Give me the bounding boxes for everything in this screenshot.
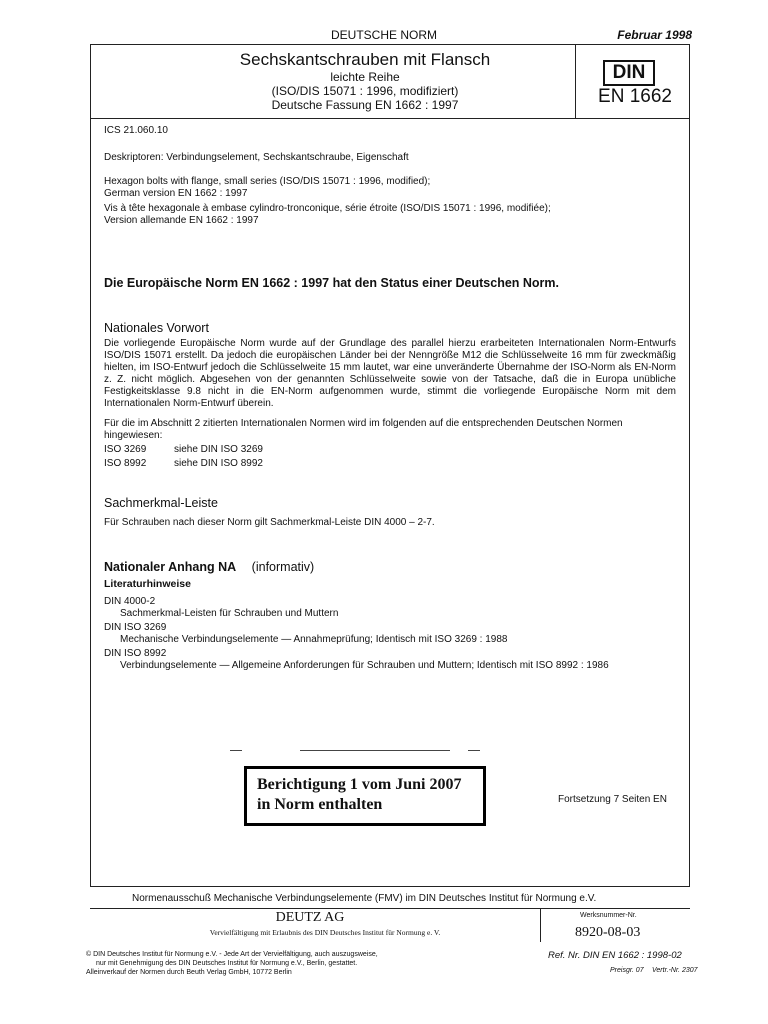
standard-number: EN 1662 <box>598 86 672 107</box>
stamp-line-1: Berichtigung 1 vom Juni 2007 <box>257 776 462 793</box>
french-title: Vis à tête hexagonale à embase cylindro-tronconique, série étroite (ISO/DIS 15071 : 1996, modifiée); <box>104 203 551 214</box>
literature-code: DIN ISO 3269 <box>104 622 167 633</box>
reference-din: siehe DIN ISO 8992 <box>174 458 263 469</box>
vorwort-references-intro: Für die im Abschnitt 2 zitierten Internationalen Normen wird im folgenden auf die entsprechenden Deutschen Normen hingewiesen: <box>104 418 623 441</box>
ics-code: ICS 21.060.10 <box>104 125 168 136</box>
anhang-heading <box>104 560 314 574</box>
literature-code: DIN 4000-2 <box>104 596 156 607</box>
reference-iso: ISO 3269 <box>104 444 147 455</box>
reference-row <box>104 458 263 470</box>
title-iso-ref: (ISO/DIS 15071 : 1996, modifiziert) <box>271 84 459 98</box>
correction-stamp <box>244 766 486 826</box>
sales-number: Vertr.-Nr. 2307 <box>652 967 698 974</box>
werk-number: 8920-08-03 <box>575 925 641 940</box>
document-title: Sechskantschrauben mit Flansch <box>239 50 491 69</box>
title-block <box>200 50 530 112</box>
copyright-line-3: Alleinverkauf der Normen durch Beuth Verlag GmbH, 10772 Berlin <box>86 969 292 976</box>
title-divider <box>90 118 690 119</box>
reference-number: Ref. Nr. DIN EN 1662 : 1998-02 <box>548 950 682 961</box>
literature-heading: Literaturhinweise <box>104 578 191 590</box>
din-logo: DIN <box>603 60 655 86</box>
french-version: Version allemande EN 1662 : 1997 <box>104 215 259 226</box>
end-line <box>300 750 450 751</box>
literature-desc: Mechanische Verbindungselemente — Annahmeprüfung; Identisch mit ISO 3269 : 1988 <box>120 634 508 645</box>
continuation-note: Fortsetzung 7 Seiten EN <box>558 794 667 805</box>
english-version: German version EN 1662 : 1997 <box>104 188 248 199</box>
title-version: Deutsche Fassung EN 1662 : 1997 <box>271 98 459 112</box>
descriptors: Deskriptoren: Verbindungselement, Sechskantschraube, Eigenschaft <box>104 152 409 163</box>
sachmerkmal-text: Für Schrauben nach dieser Norm gilt Sachmerkmal-Leiste DIN 4000 – 2-7. <box>104 517 435 528</box>
anhang-tag: (informativ) <box>251 560 315 574</box>
title-vertical-divider <box>575 44 576 118</box>
english-title: Hexagon bolts with flange, small series (ISO/DIS 15071 : 1996, modified); <box>104 176 431 187</box>
bottom-vertical-divider <box>540 908 541 942</box>
publication-date: Februar 1998 <box>617 28 692 42</box>
end-dash <box>468 750 480 751</box>
anhang-title: Nationaler Anhang NA <box>104 560 237 574</box>
price-group: Preisgr. 07 <box>610 967 644 974</box>
reference-din: siehe DIN ISO 3269 <box>174 444 263 455</box>
copy-permission: Vervielfältigung mit Erlaubnis des DIN Deutsches Institut für Normung e. V. <box>209 928 441 937</box>
title-subtitle: leichte Reihe <box>330 70 400 84</box>
company-name: DEUTZ AG <box>275 910 345 925</box>
sachmerkmal-heading: Sachmerkmal-Leiste <box>104 496 218 510</box>
document-type: DEUTSCHE NORM <box>330 28 437 42</box>
reference-iso: ISO 8992 <box>104 458 147 469</box>
status-statement: Die Europäische Norm EN 1662 : 1997 hat den Status einer Deutschen Norm. <box>104 276 560 290</box>
copyright-line-1: © DIN Deutsches Institut für Normung e.V. - Jede Art der Vervielfältigung, auch auszugsweise, <box>86 951 378 958</box>
reference-row <box>104 444 263 456</box>
literature-code: DIN ISO 8992 <box>104 648 167 659</box>
bottom-divider <box>90 908 690 909</box>
copyright-line-2: nur mit Genehmigung des DIN Deutsches Institut für Normung e.V., Berlin, gestattet. <box>96 960 358 967</box>
stamp-line-2: in Norm enthalten <box>257 796 383 813</box>
committee-note: Normenausschuß Mechanische Verbindungselemente (FMV) im DIN Deutsches Institut für Normung e.V. <box>132 893 597 904</box>
vorwort-heading: Nationales Vorwort <box>104 321 209 335</box>
end-dash <box>230 750 242 751</box>
werk-label: Werksnummer-Nr. <box>580 912 637 919</box>
literature-desc: Verbindungselemente — Allgemeine Anforderungen für Schrauben und Muttern; Identisch mit ISO 8992 : 1986 <box>120 660 609 671</box>
literature-desc: Sachmerkmal-Leisten für Schrauben und Muttern <box>120 608 339 619</box>
vorwort-paragraph: Die vorliegende Europäische Norm wurde auf der Grundlage des parallel hierzu erarbeiteten Internationalen Norm-Entwurfs ISO/DIS 15071 erstellt. Da jedoch die europäischen Länder bei der Nenngröße M12 die Schlüsselweite 16 mm für zweckmäßig hielten, im ISO-Entwurf jedoch die Schlüsselweite 15 mm lautet, war eine unveränderte Übernahme der ISO-Norm als EN-Norm z. Z. nicht möglich. Abgesehen von der genannten Schlüsselweite sowie von der Tatsache, daß die in Europa unübliche Festigkeitsklasse 9.8 nicht in die EN-Norm aufgenommen wurde, stimmt die vorliegende Europäische Norm mit dem Internationalen Norm-Entwurf überein. <box>104 338 676 409</box>
